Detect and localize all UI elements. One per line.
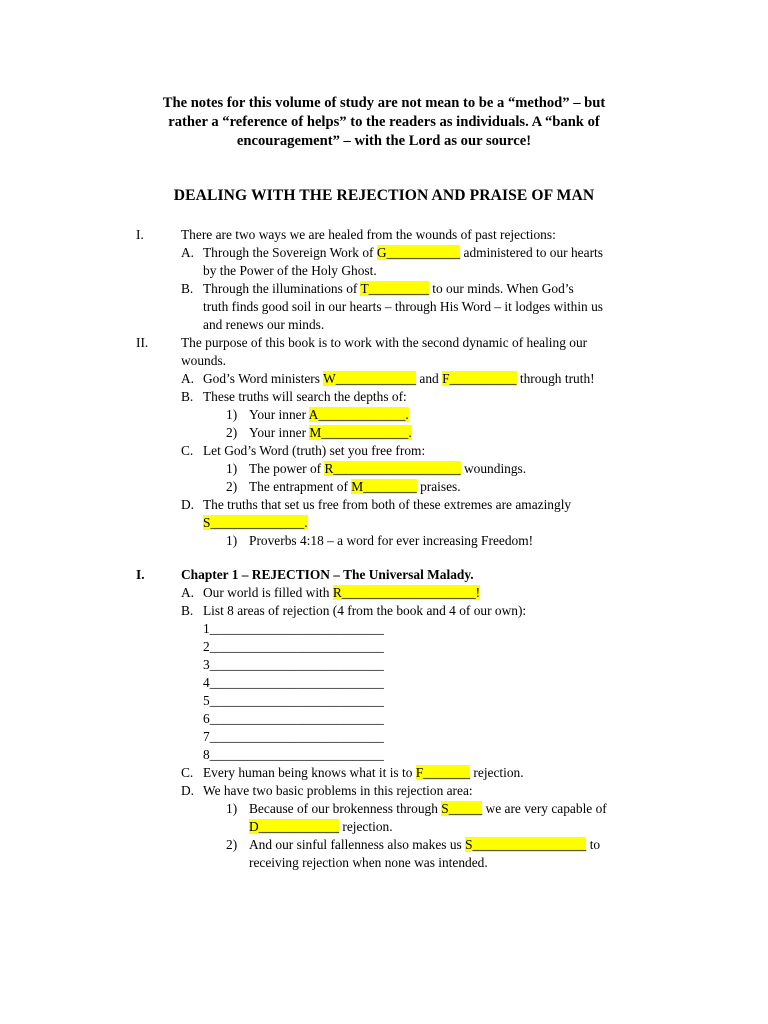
subitem-line	[249, 406, 409, 424]
fill-in-blank: A_____________.	[308, 407, 409, 422]
list-item: 2__________________________	[203, 639, 384, 654]
fill-in-blank: F__________	[442, 371, 517, 386]
intro-note	[100, 94, 668, 151]
item-line	[203, 280, 574, 298]
item-text: These truths will search the depths of:	[203, 389, 407, 404]
item-text: The power of	[249, 461, 325, 476]
subitem-marker: 1)	[226, 407, 238, 422]
item-text: truth finds good soil in our hearts – through His Word – it lodges within us	[203, 299, 604, 314]
fill-in-blank: M________	[351, 479, 417, 494]
item-marker: D.	[181, 783, 195, 798]
item-marker: B.	[181, 281, 194, 296]
fill-in-blank: S_________________	[465, 837, 587, 852]
fill-in-blank: S_____	[441, 801, 483, 816]
item-text: Every human being knows what it is to	[203, 765, 416, 780]
item-text: Your inner	[249, 407, 309, 422]
subitem-line	[249, 460, 526, 478]
item-text: Because of our brokenness through	[249, 801, 442, 816]
item-marker: C.	[181, 443, 194, 458]
item-text: Through the illuminations of	[203, 281, 361, 296]
subitem-line	[249, 818, 393, 836]
subitem-line	[249, 478, 461, 496]
intro-line: The notes for this volume of study are not mean to be a “method” – but	[162, 95, 606, 111]
fill-in-blank: D____________	[249, 819, 340, 834]
item-text: rejection.	[339, 819, 393, 834]
subitem-line	[249, 424, 412, 442]
item-text: by the Power of the Holy Ghost.	[203, 263, 377, 278]
item-text: to	[586, 837, 601, 852]
item-text: And our sinful fallenness also makes us	[249, 837, 466, 852]
item-text: Your inner	[249, 425, 310, 440]
list-item: 6__________________________	[203, 711, 384, 726]
subitem-marker: 2)	[226, 837, 238, 852]
item-text: to our minds. When God’s	[428, 281, 574, 296]
item-line	[203, 584, 480, 602]
list-item: 1__________________________	[203, 621, 384, 636]
fill-in-blank: F_______	[415, 765, 471, 780]
fill-in-blank: S______________.	[203, 515, 308, 530]
fill-in-blank: W____________	[323, 371, 417, 386]
item-marker: D.	[181, 497, 195, 512]
item-text: List 8 areas of rejection (4 from the book and 4 of our own):	[203, 603, 527, 618]
item-text: Through the Sovereign Work of	[203, 245, 377, 260]
item-marker: B.	[181, 603, 194, 618]
fill-in-blank: G___________	[376, 245, 461, 260]
item-line	[203, 764, 524, 782]
list-item: 7__________________________	[203, 729, 384, 744]
section-number: I.	[136, 227, 144, 242]
item-text: woundings.	[460, 461, 527, 476]
list-item: 4__________________________	[203, 675, 384, 690]
list-item: 8__________________________	[203, 747, 384, 762]
item-text: and	[416, 371, 443, 386]
item-marker: C.	[181, 765, 194, 780]
section-text: There are two ways we are healed from the wounds of past rejections:	[181, 227, 556, 242]
item-line	[203, 514, 308, 532]
item-marker: A.	[181, 245, 195, 260]
item-marker: A.	[181, 371, 195, 386]
subitem-marker: 1)	[226, 801, 238, 816]
section-number: II.	[136, 335, 149, 350]
chapter-heading: Chapter 1 – REJECTION – The Universal Malady.	[181, 567, 474, 582]
subitem-marker: 2)	[226, 425, 238, 440]
item-text: through truth!	[516, 371, 595, 386]
subitem-marker: 2)	[226, 479, 238, 494]
section-text: wounds.	[181, 353, 227, 368]
item-text: God’s Word ministers	[203, 371, 324, 386]
subitem-text: receiving rejection when none was intended.	[249, 855, 488, 870]
list-item: 5__________________________	[203, 693, 384, 708]
fill-in-blank: R____________________!	[332, 585, 481, 600]
subitem-marker: 1)	[226, 533, 238, 548]
item-text: praises.	[416, 479, 461, 494]
subitem-line	[249, 836, 600, 854]
section-number: I.	[136, 567, 145, 582]
intro-line: rather a “reference of helps” to the readers as individuals. A “bank of	[168, 114, 600, 130]
item-line	[203, 244, 603, 262]
item-text: Our world is filled with	[203, 585, 333, 600]
fill-in-blank: T_________	[360, 281, 429, 296]
subitem-text: Proverbs 4:18 – a word for ever increasing Freedom!	[249, 533, 534, 548]
list-item: 3__________________________	[203, 657, 384, 672]
fill-in-blank: R___________________	[324, 461, 461, 476]
item-text: rejection.	[470, 765, 524, 780]
item-text: Let God’s Word (truth) set you free from:	[203, 443, 426, 458]
item-line	[203, 370, 595, 388]
item-text: We have two basic problems in this rejection area:	[203, 783, 473, 798]
item-marker: A.	[181, 585, 195, 600]
item-text: The entrapment of	[249, 479, 352, 494]
intro-line: encouragement” – with the Lord as our source!	[236, 133, 532, 149]
page-title: DEALING WITH THE REJECTION AND PRAISE OF MAN	[173, 187, 595, 204]
subitem-marker: 1)	[226, 461, 238, 476]
item-text: administered to our hearts	[460, 245, 603, 260]
fill-in-blank: M_____________.	[309, 425, 412, 440]
item-text: and renews our minds.	[203, 317, 325, 332]
item-text: we are very capable of	[482, 801, 607, 816]
item-text: The truths that set us free from both of these extremes are amazingly	[203, 497, 572, 512]
subitem-line	[249, 800, 607, 818]
section-text: The purpose of this book is to work with the second dynamic of healing our	[181, 335, 588, 350]
item-marker: B.	[181, 389, 194, 404]
